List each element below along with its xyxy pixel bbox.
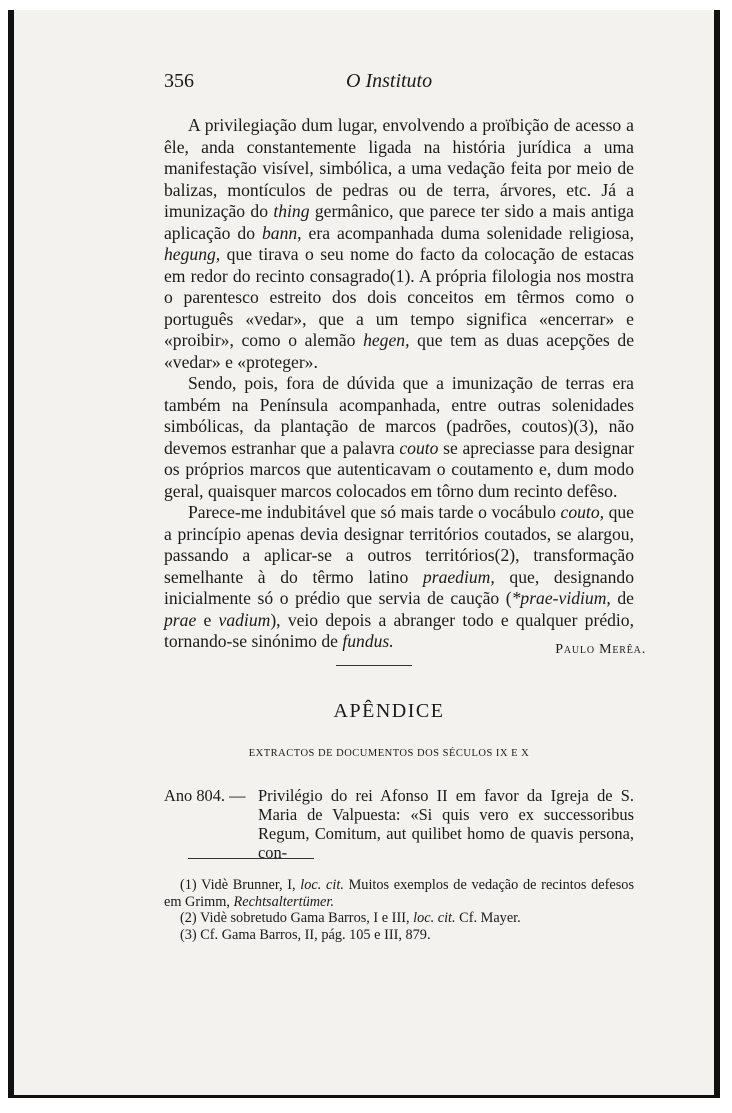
- text-run: que tirava o seu nome do facto da colocação de estacas em redor do recinto consagrado(1). A própria filologia nos mostra o parentesco estreito dos dois conceitos em têrmos como o português «vedar», que a um tempo significa «encerrar» e «proibir», como o alemão: [164, 244, 634, 350]
- italic-text: fundus.: [342, 631, 394, 651]
- text-run: ), veio depois a abranger todo e qualquer prédio, tornando-se sinónimo de: [164, 609, 635, 651]
- document-page: [14, 10, 718, 1100]
- italic-text: thing: [273, 201, 310, 221]
- italic-text: *prae-vidium,: [511, 588, 611, 608]
- running-title: O Instituto: [346, 70, 433, 92]
- text-run: Sendo, pois, fora de dúvida que a imunização de terras era também na Península acompanhada, entre outras solenidades simbólicas, da plantação de marcos (padrões, coutos)(3), não devemos estranhar que a palavra: [164, 373, 634, 458]
- text-run: (2) Vidè sobretudo Gama Barros, I e III,: [180, 910, 414, 926]
- entry-text: Privilégio do rei Afonso II em favor da Igreja de S. Maria de Valpuesta: «Si quis vero ex successoribus Regum, Comitum, aut quilibet homo de quavis persona, con-: [258, 786, 634, 862]
- text-run: se apreciasse para designar os próprios marcos que autenticavam o coutamento e, dum modo geral, quaisquer marcos colocados em tôrno dum recinto defêso.: [164, 437, 634, 501]
- text-run: (1) Vidè Brunner, I,: [180, 877, 301, 893]
- footnote-divider: [188, 858, 314, 859]
- text-run: de: [610, 588, 634, 608]
- text-run: era acompanhada duma solenidade religiosa,: [301, 222, 634, 243]
- italic-text: hegen,: [363, 330, 410, 350]
- footnote: [164, 910, 634, 927]
- footnote: [164, 927, 634, 944]
- text-run: que tem as duas acepções de «vedar» e «proteger».: [164, 330, 635, 372]
- text-run: germânico, que parece ter sido a mais antiga aplicação do: [164, 201, 634, 243]
- page-header: [164, 70, 634, 100]
- text-run: A privilegiação dum lugar, envolvendo a proïbição de acesso a êle, anda constantemente ligada na história jurídica a uma manifestação visível, simbólica, a uma vedação feita por meio de balizas, montículos de pedras ou de terra, árvores, etc. Já a imunização do: [164, 115, 634, 221]
- italic-text: Rechtsaltertümer.: [233, 893, 334, 910]
- appendix-entry: [164, 786, 634, 862]
- body-text: [164, 115, 634, 653]
- italic-text: loc. cit.: [300, 877, 344, 893]
- appendix-title: APÊNDICE: [333, 700, 445, 722]
- text-run: que a princípio apenas devia designar territórios coutados, se alargou, passando a aplicar-se a outros territórios(2), transformação semelhante à do têrmo latino: [164, 502, 634, 587]
- italic-text: couto: [399, 437, 439, 458]
- paragraph: [164, 115, 634, 373]
- page-number: 356: [164, 70, 194, 92]
- footnote: [164, 877, 634, 910]
- italic-text: vadium: [218, 609, 271, 630]
- italic-text: bann,: [261, 222, 302, 243]
- italic-text: hegung,: [164, 244, 221, 264]
- text-run: (3) Cf. Gama Barros, II, pág. 105 e III, 879.: [180, 926, 431, 943]
- appendix-subtitle: EXTRACTOS DE DOCUMENTOS DOS SÉCULOS IX E X: [248, 748, 530, 759]
- italic-text: praedium,: [422, 566, 495, 587]
- paragraph: [164, 373, 634, 502]
- text-run: Cf. Mayer.: [455, 910, 521, 926]
- text-run: e: [196, 609, 219, 630]
- italic-text: loc. cit.: [413, 910, 456, 926]
- entry-year: Ano 804. —: [164, 786, 246, 805]
- section-divider: [336, 665, 412, 666]
- text-run: Muitos exemplos de vedação de recintos defesos em Grimm,: [164, 877, 635, 910]
- paragraph: [164, 502, 634, 653]
- author-signature: Paulo Merêa.: [555, 642, 646, 657]
- italic-text: couto,: [560, 502, 605, 522]
- text-run: que, designando inicialmente só o prédio que servia de caução (: [164, 566, 635, 608]
- footnotes: [164, 877, 634, 943]
- text-run: Parece-me indubitável que só mais tarde o vocábulo: [188, 502, 561, 522]
- italic-text: prae: [164, 609, 197, 630]
